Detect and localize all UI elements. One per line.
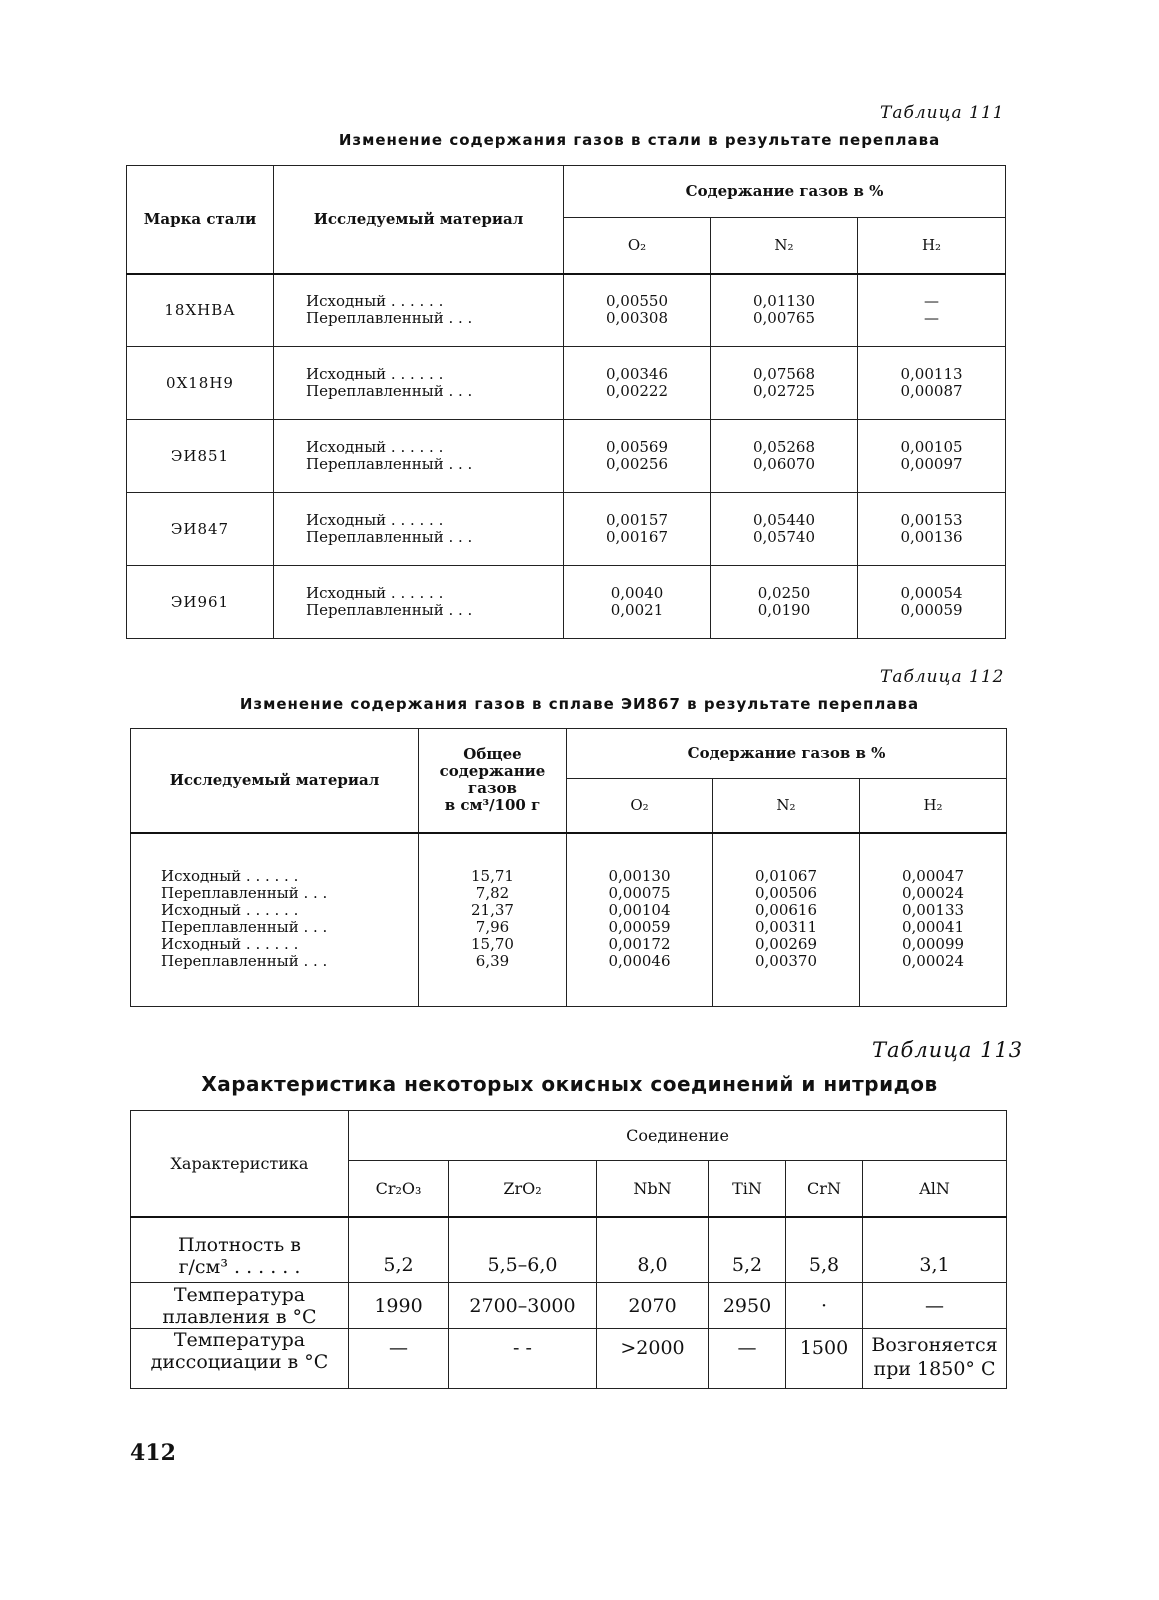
value-cell: — xyxy=(709,1329,786,1389)
characteristic-name: Температура плавления в °С xyxy=(131,1283,349,1329)
n2-cell: 0,05440 0,05740 xyxy=(711,493,858,566)
total-gas-list: 15,71 7,82 21,37 7,96 15,70 6,39 xyxy=(419,833,567,1007)
o2-cell: 0,00157 0,00167 xyxy=(564,493,711,566)
material-cell: Исходный . . . . . . Переплавленный . . . xyxy=(274,420,564,493)
value-cell: — xyxy=(349,1329,449,1389)
table-row xyxy=(131,833,1007,1007)
table-row xyxy=(127,493,1006,566)
material-cell: Исходный . . . . . . Переплавленный . . . xyxy=(274,566,564,639)
page-number: 412 xyxy=(130,1440,176,1466)
value-cell: · xyxy=(786,1283,863,1329)
n2-cell: 0,07568 0,02725 xyxy=(711,347,858,420)
table-row xyxy=(131,1217,1007,1283)
table-row xyxy=(127,420,1006,493)
steel-grade: ЭИ847 xyxy=(127,493,274,566)
value-cell: Возгоняется при 1850° С xyxy=(863,1329,1007,1389)
value-cell: 5,2 xyxy=(349,1217,449,1283)
header-h2: H₂ xyxy=(858,218,1006,274)
characteristic-name: Плотность в г/см³ . . . . . . xyxy=(131,1217,349,1283)
n2-cell: 0,01130 0,00765 xyxy=(711,274,858,347)
h2-list: 0,00047 0,00024 0,00133 0,00041 0,00099 0,00024 xyxy=(860,833,1007,1007)
h2-cell: 0,00153 0,00136 xyxy=(858,493,1006,566)
steel-grade: ЭИ851 xyxy=(127,420,274,493)
table-row xyxy=(127,347,1006,420)
n2-cell: 0,05268 0,06070 xyxy=(711,420,858,493)
value-cell: 2950 xyxy=(709,1283,786,1329)
header-nbn: NbN xyxy=(597,1161,709,1217)
material-cell: Исходный . . . . . . Переплавленный . . . xyxy=(274,347,564,420)
h2-cell: 0,00113 0,00087 xyxy=(858,347,1006,420)
table-row xyxy=(127,566,1006,639)
header-gas-content: Содержание газов в % xyxy=(564,166,1006,218)
table-113-title: Характеристика некоторых окисных соединений и нитридов xyxy=(201,1072,938,1096)
steel-grade: ЭИ961 xyxy=(127,566,274,639)
table-row xyxy=(127,274,1006,347)
header-cr2o3: Cr₂O₃ xyxy=(349,1161,449,1217)
header-material: Исследуемый материал xyxy=(274,166,564,274)
value-cell: >2000 xyxy=(597,1329,709,1389)
table-row xyxy=(131,1283,1007,1329)
table-111-label: Таблица 111 xyxy=(880,103,1005,123)
header-steel-grade: Марка стали xyxy=(127,166,274,274)
o2-cell: 0,00346 0,00222 xyxy=(564,347,711,420)
header-tin: TiN xyxy=(709,1161,786,1217)
value-cell: 1990 xyxy=(349,1283,449,1329)
material-cell: Исходный . . . . . . Переплавленный . . . xyxy=(274,274,564,347)
o2-cell: 0,0040 0,0021 xyxy=(564,566,711,639)
header-crn: CrN xyxy=(786,1161,863,1217)
header-gas-content: Содержание газов в % xyxy=(567,729,1007,779)
value-cell: 5,5–6,0 xyxy=(449,1217,597,1283)
header-characteristic: Характеристика xyxy=(131,1111,349,1217)
table-112 xyxy=(130,728,1007,1007)
value-cell: 2070 xyxy=(597,1283,709,1329)
header-total-gas: Общее содержание газов в см³/100 г xyxy=(419,729,567,833)
o2-cell: 0,00550 0,00308 xyxy=(564,274,711,347)
table-row xyxy=(131,1329,1007,1389)
o2-list: 0,00130 0,00075 0,00104 0,00059 0,00172 0,00046 xyxy=(567,833,713,1007)
value-cell: 2700–3000 xyxy=(449,1283,597,1329)
header-zro2: ZrO₂ xyxy=(449,1161,597,1217)
value-cell: 5,8 xyxy=(786,1217,863,1283)
header-material: Исследуемый материал xyxy=(131,729,419,833)
value-cell: 3,1 xyxy=(863,1217,1007,1283)
characteristic-name: Температура диссоциации в °С xyxy=(131,1329,349,1389)
steel-grade: 18ХНВА xyxy=(127,274,274,347)
value-cell: — xyxy=(863,1283,1007,1329)
value-cell: 1500 xyxy=(786,1329,863,1389)
header-compound: Соединение xyxy=(349,1111,1007,1161)
header-aln: AlN xyxy=(863,1161,1007,1217)
header-n2: N₂ xyxy=(711,218,858,274)
n2-cell: 0,0250 0,0190 xyxy=(711,566,858,639)
table-111-title: Изменение содержания газов в стали в результате переплава xyxy=(338,131,941,149)
value-cell: 5,2 xyxy=(709,1217,786,1283)
table-112-label: Таблица 112 xyxy=(880,667,1005,687)
material-cell: Исходный . . . . . . Переплавленный . . . xyxy=(274,493,564,566)
o2-cell: 0,00569 0,00256 xyxy=(564,420,711,493)
header-o2: O₂ xyxy=(567,779,713,833)
header-o2: O₂ xyxy=(564,218,711,274)
value-cell: - - xyxy=(449,1329,597,1389)
h2-cell: 0,00105 0,00097 xyxy=(858,420,1006,493)
header-n2: N₂ xyxy=(713,779,860,833)
value-cell: 8,0 xyxy=(597,1217,709,1283)
n2-list: 0,01067 0,00506 0,00616 0,00311 0,00269 0,00370 xyxy=(713,833,860,1007)
h2-cell: — — xyxy=(858,274,1006,347)
steel-grade: 0Х18Н9 xyxy=(127,347,274,420)
table-113-label: Таблица 113 xyxy=(872,1038,1024,1062)
material-list: Исходный . . . . . . Переплавленный . . . Исходный . . . . . . Переплавленный . . . Исходный . . . . . . Переплавленный . . . xyxy=(131,833,419,1007)
header-h2: H₂ xyxy=(860,779,1007,833)
h2-cell: 0,00054 0,00059 xyxy=(858,566,1006,639)
table-111 xyxy=(126,165,1006,639)
table-112-title: Изменение содержания газов в сплаве ЭИ867 в результате переплава xyxy=(239,695,920,713)
table-113 xyxy=(130,1110,1007,1389)
